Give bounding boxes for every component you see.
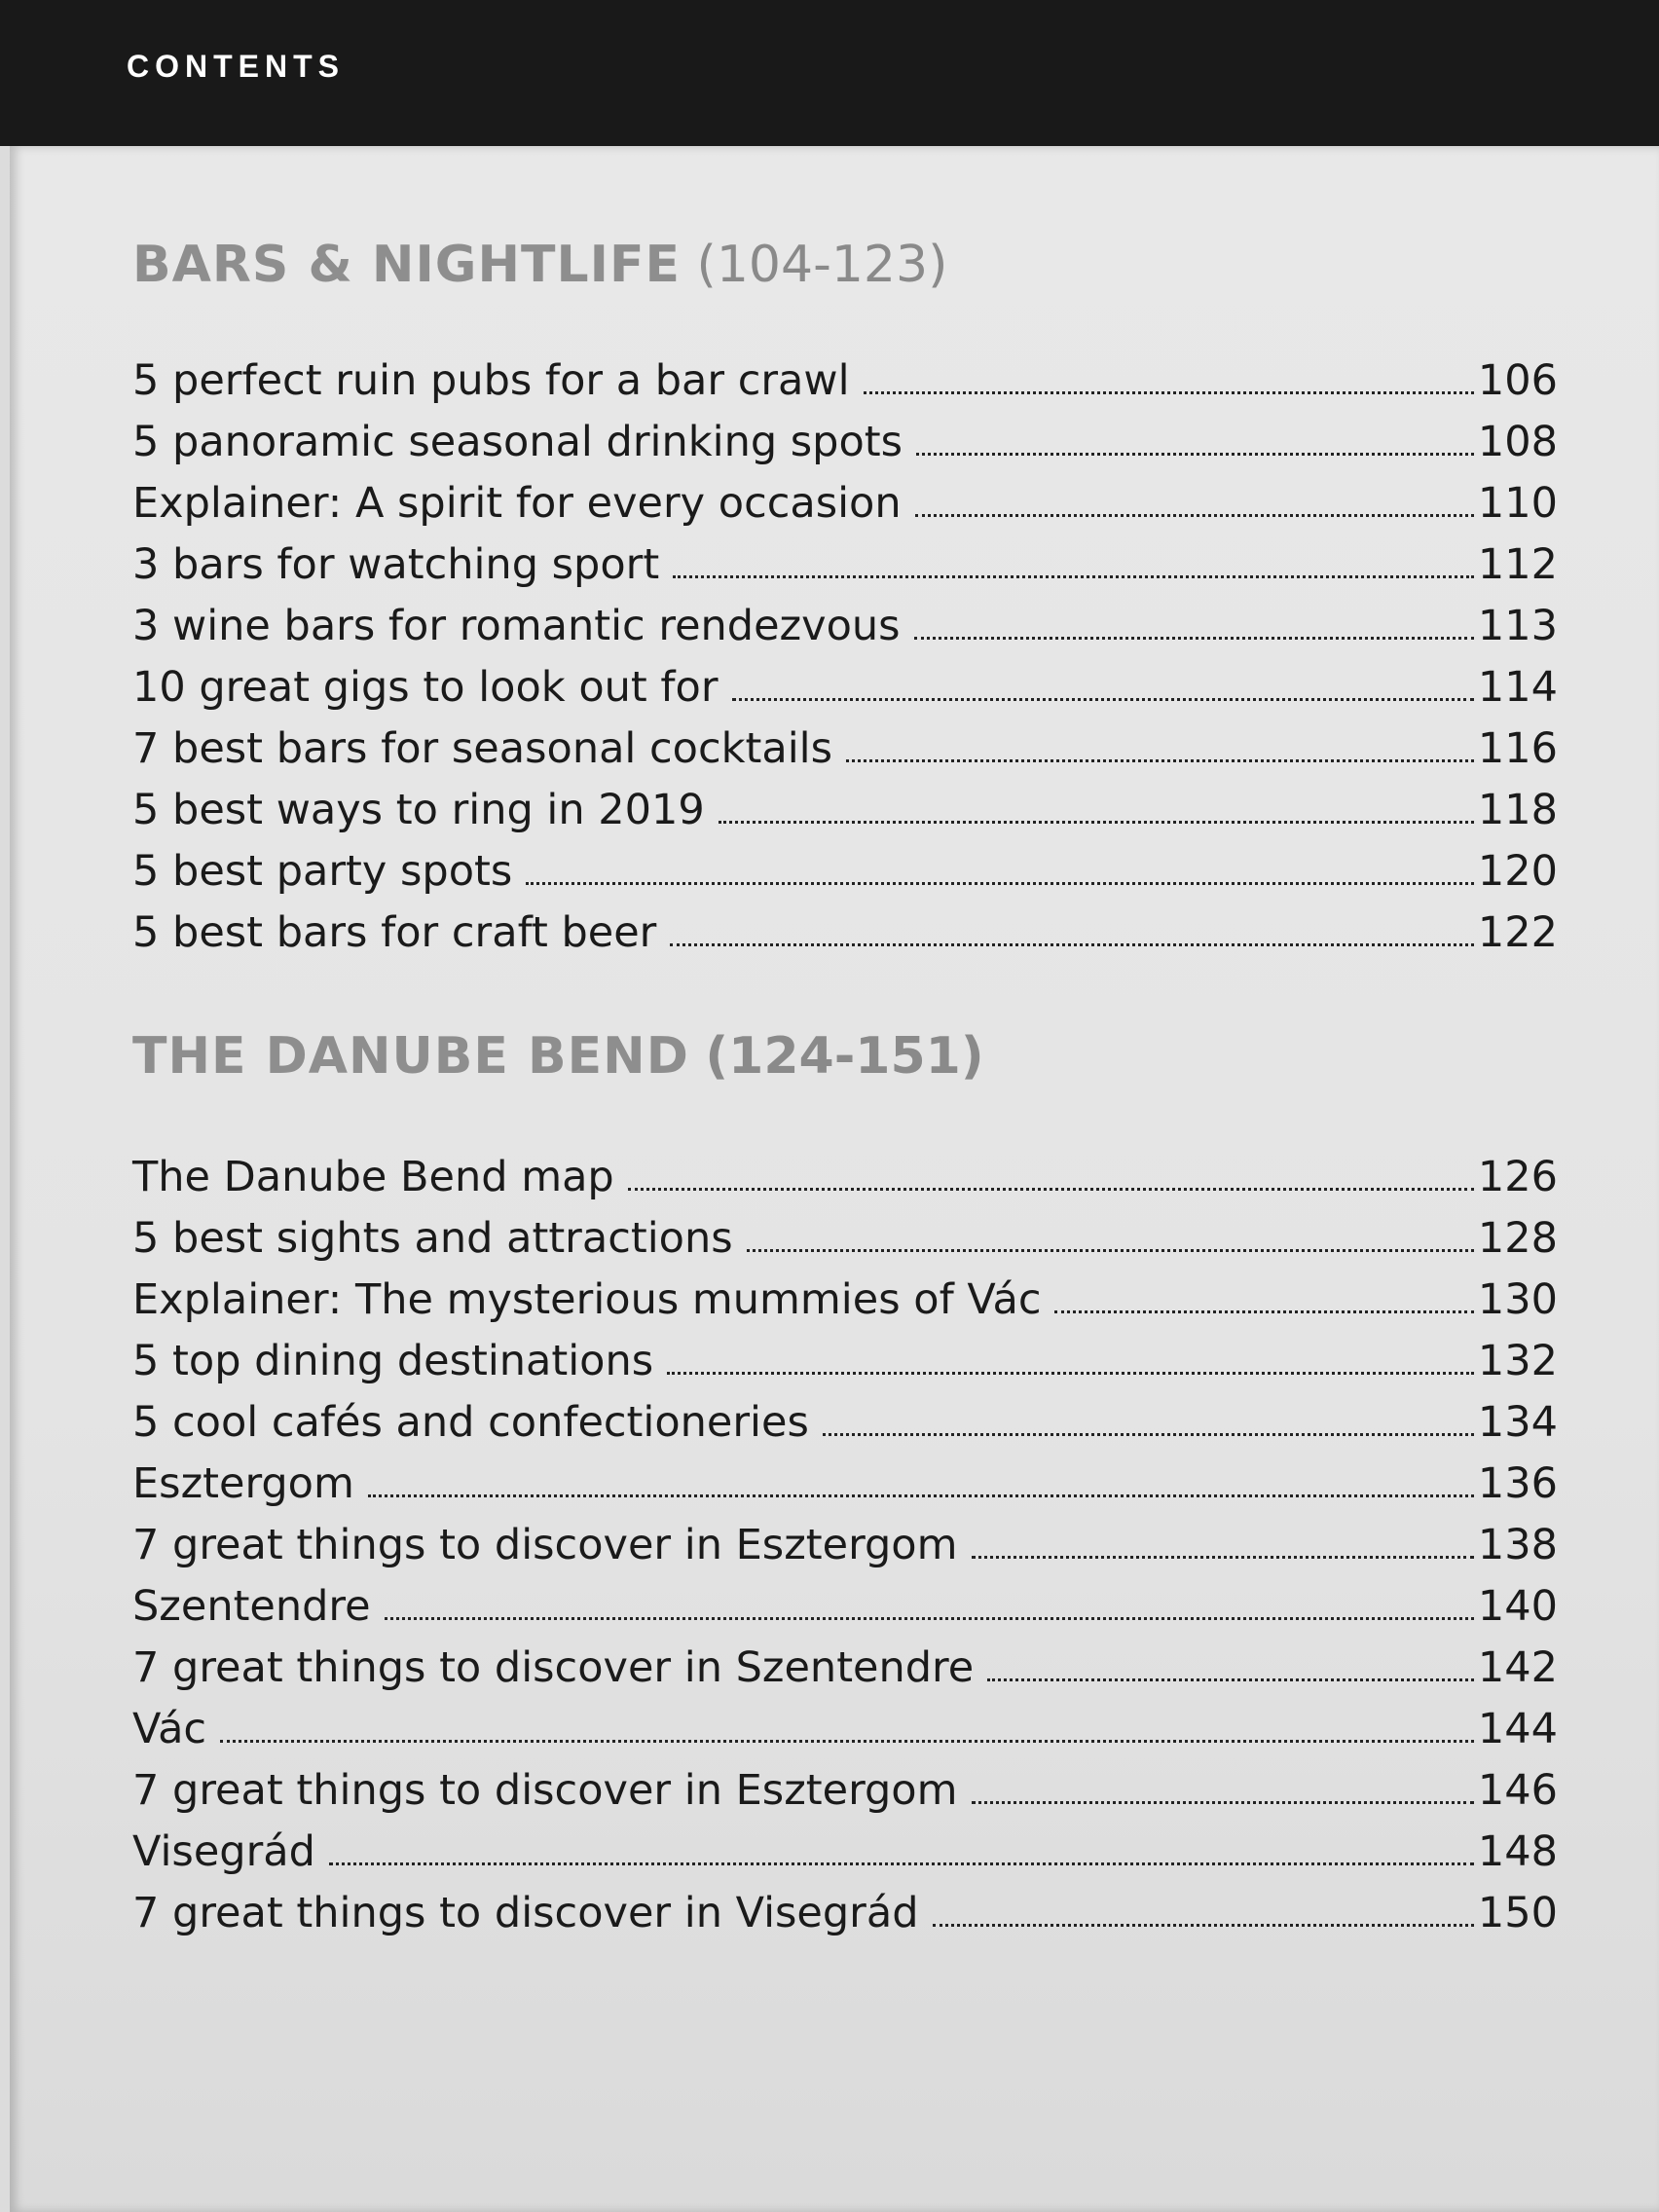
toc-entry-page: 120 bbox=[1477, 847, 1558, 896]
toc-entry-title: Visegrád bbox=[132, 1827, 315, 1876]
toc-entry-title: 5 best party spots bbox=[132, 847, 513, 896]
toc-entry-page: 144 bbox=[1477, 1705, 1558, 1753]
toc-entry-page: 114 bbox=[1477, 663, 1558, 712]
toc-entry bbox=[132, 418, 1558, 479]
dot-leader bbox=[933, 1924, 1474, 1927]
toc-entry bbox=[132, 1582, 1558, 1643]
toc-list-bars-nightlife bbox=[132, 356, 1558, 970]
toc-entry-title: 7 great things to discover in Esztergom bbox=[132, 1521, 958, 1569]
toc-entry-page: 110 bbox=[1477, 479, 1558, 528]
toc-entry-title: 7 best bars for seasonal cocktails bbox=[132, 724, 833, 773]
dot-leader bbox=[719, 821, 1474, 824]
toc-entry-page: 142 bbox=[1477, 1643, 1558, 1692]
dot-leader bbox=[1054, 1310, 1473, 1313]
toc-entry-title: The Danube Bend map bbox=[132, 1153, 614, 1201]
dot-leader bbox=[747, 1249, 1474, 1252]
toc-entry bbox=[132, 1153, 1558, 1214]
toc-entry-title: 5 cool cafés and confectioneries bbox=[132, 1398, 809, 1447]
dot-leader bbox=[864, 391, 1474, 394]
toc-entry-title: 10 great gigs to look out for bbox=[132, 663, 719, 712]
dot-leader bbox=[628, 1188, 1474, 1191]
toc-entry bbox=[132, 1827, 1558, 1889]
toc-entry bbox=[132, 847, 1558, 908]
toc-entry-title: 7 great things to discover in Esztergom bbox=[132, 1766, 958, 1815]
section-range: (124-151) bbox=[705, 1027, 984, 1086]
dot-leader bbox=[385, 1617, 1474, 1620]
section-name: BARS & NIGHTLIFE bbox=[132, 236, 681, 294]
toc-entry-title: Explainer: A spirit for every occasion bbox=[132, 479, 902, 528]
contents-page bbox=[10, 146, 1659, 2212]
dot-leader bbox=[732, 698, 1474, 701]
toc-entry bbox=[132, 1889, 1558, 1950]
toc-entry bbox=[132, 1214, 1558, 1275]
toc-entry-page: 140 bbox=[1477, 1582, 1558, 1631]
toc-entry bbox=[132, 356, 1558, 418]
toc-entry bbox=[132, 663, 1558, 724]
toc-entry-page: 106 bbox=[1477, 356, 1558, 405]
section-heading-bars-nightlife bbox=[132, 236, 947, 294]
toc-entry-title: 7 great things to discover in Visegrád bbox=[132, 1889, 919, 1937]
toc-entry bbox=[132, 602, 1558, 663]
toc-entry-title: 3 bars for watching sport bbox=[132, 540, 660, 589]
toc-entry bbox=[132, 1705, 1558, 1766]
dot-leader bbox=[846, 759, 1474, 762]
dot-leader bbox=[972, 1801, 1474, 1804]
toc-entry-title: Vác bbox=[132, 1705, 207, 1753]
dot-leader bbox=[667, 1372, 1474, 1375]
toc-entry-page: 138 bbox=[1477, 1521, 1558, 1569]
toc-entry-title: 5 top dining destinations bbox=[132, 1337, 654, 1385]
toc-entry-page: 136 bbox=[1477, 1459, 1558, 1508]
toc-entry-title: 5 best sights and attractions bbox=[132, 1214, 733, 1263]
toc-entry-title: 5 perfect ruin pubs for a bar crawl bbox=[132, 356, 850, 405]
section-heading-danube-bend bbox=[132, 1027, 984, 1086]
dot-leader bbox=[972, 1556, 1474, 1559]
toc-entry bbox=[132, 786, 1558, 847]
header-label: CONTENTS bbox=[127, 49, 345, 84]
dot-leader bbox=[914, 637, 1474, 640]
toc-entry-page: 118 bbox=[1477, 786, 1558, 834]
toc-entry-page: 108 bbox=[1477, 418, 1558, 466]
dot-leader bbox=[673, 575, 1474, 578]
toc-entry bbox=[132, 1337, 1558, 1398]
dot-leader bbox=[823, 1433, 1474, 1436]
section-name: THE DANUBE BEND bbox=[132, 1027, 689, 1086]
toc-entry bbox=[132, 1766, 1558, 1827]
dot-leader bbox=[916, 453, 1474, 456]
toc-entry-page: 132 bbox=[1477, 1337, 1558, 1385]
header-bar bbox=[0, 0, 1659, 146]
toc-entry-page: 146 bbox=[1477, 1766, 1558, 1815]
toc-entry-page: 130 bbox=[1477, 1275, 1558, 1324]
toc-entry-page: 134 bbox=[1477, 1398, 1558, 1447]
toc-entry bbox=[132, 540, 1558, 602]
dot-leader bbox=[987, 1678, 1474, 1681]
toc-entry-page: 113 bbox=[1477, 602, 1558, 650]
dot-leader bbox=[368, 1494, 1474, 1497]
toc-entry bbox=[132, 1398, 1558, 1459]
toc-entry bbox=[132, 908, 1558, 970]
toc-entry-page: 150 bbox=[1477, 1889, 1558, 1937]
toc-list-danube-bend bbox=[132, 1153, 1558, 1950]
toc-entry bbox=[132, 1643, 1558, 1705]
toc-entry-page: 128 bbox=[1477, 1214, 1558, 1263]
toc-entry bbox=[132, 479, 1558, 540]
dot-leader bbox=[526, 882, 1474, 885]
toc-entry-page: 116 bbox=[1477, 724, 1558, 773]
toc-entry-page: 126 bbox=[1477, 1153, 1558, 1201]
toc-entry-title: 5 panoramic seasonal drinking spots bbox=[132, 418, 903, 466]
toc-entry-title: Szentendre bbox=[132, 1582, 371, 1631]
toc-entry-title: 7 great things to discover in Szentendre bbox=[132, 1643, 975, 1692]
toc-entry-title: Esztergom bbox=[132, 1459, 354, 1508]
toc-entry-page: 112 bbox=[1477, 540, 1558, 589]
toc-entry-title: 3 wine bars for romantic rendezvous bbox=[132, 602, 901, 650]
dot-leader bbox=[329, 1862, 1474, 1865]
toc-entry-title: 5 best ways to ring in 2019 bbox=[132, 786, 705, 834]
toc-entry-page: 122 bbox=[1477, 908, 1558, 957]
toc-entry-page: 148 bbox=[1477, 1827, 1558, 1876]
section-range: (104-123) bbox=[696, 236, 948, 294]
toc-entry bbox=[132, 1521, 1558, 1582]
toc-entry-title: 5 best bars for craft beer bbox=[132, 908, 657, 957]
toc-entry bbox=[132, 724, 1558, 786]
toc-entry bbox=[132, 1275, 1558, 1337]
toc-entry-title: Explainer: The mysterious mummies of Vác bbox=[132, 1275, 1042, 1324]
dot-leader bbox=[915, 514, 1474, 517]
dot-leader bbox=[220, 1740, 1474, 1743]
dot-leader bbox=[670, 943, 1474, 946]
toc-entry bbox=[132, 1459, 1558, 1521]
